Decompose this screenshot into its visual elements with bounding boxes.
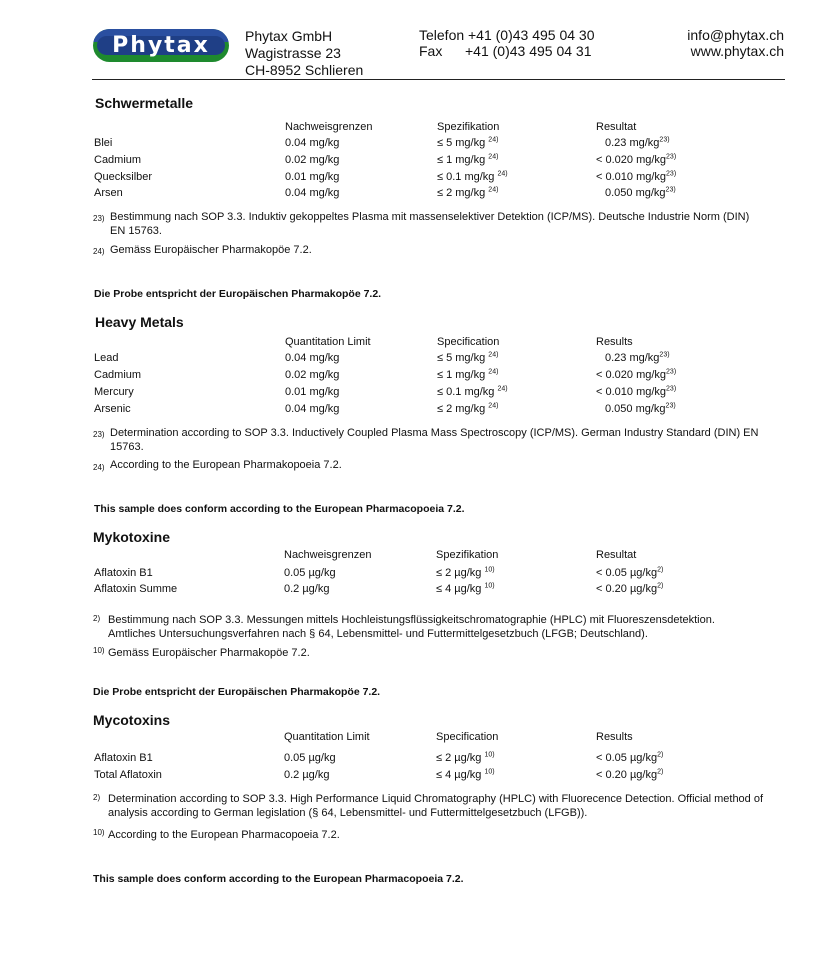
logo-text: Phytax — [112, 33, 210, 58]
row-spec: ≤ 1 mg/kg $^{24)}$ — [437, 153, 499, 166]
col-header-limit: Quantitation Limit — [284, 731, 370, 743]
row-limit: 0.04 mg/kg — [285, 403, 340, 415]
footnote-text: Bestimmung nach SOP 3.3. Messungen mittels Hochleistungsflüssigkeitschromatographie (HPLC) mit Fluoreszensdetektion. — [108, 614, 715, 626]
col-header-result: Resultat — [596, 549, 637, 561]
col-header-result: Resultat — [596, 121, 637, 133]
col-header-result: Results — [596, 336, 633, 348]
phone-number: +41 (0)43 495 04 30 — [468, 27, 595, 43]
row-result: < 0.010 $mg/kg^{23)}$ — [596, 385, 677, 398]
col-header-limit: Quantitation Limit — [285, 336, 371, 348]
row-spec: ≤ 2 mg/kg $^{24)}$ — [437, 186, 499, 199]
footnote-text: Gemäss Europäischer Pharmakopöe 7.2. — [110, 244, 312, 256]
row-spec: ≤ 0.1 mg/kg $^{24)}$ — [437, 385, 508, 398]
row-result: < 0.20 $\mu g/kg^{2)}$ — [596, 768, 664, 781]
footnote-text: EN 15763. — [110, 225, 162, 237]
section-title-mykotoxine: Mykotoxine — [93, 529, 171, 545]
row-name: Lead — [94, 352, 119, 364]
row-result: 0.050 $mg/kg^{23)}$ — [605, 186, 676, 199]
row-spec: ≤ 2 µg/kg $^{10)}$ — [436, 751, 495, 764]
col-header-spec: Specification — [436, 731, 499, 743]
row-limit: 0.01 mg/kg — [285, 171, 340, 183]
footnote-number: 23) — [93, 430, 105, 439]
row-limit: 0.2 µg/kg — [284, 583, 330, 595]
row-name: Mercury — [94, 386, 134, 398]
footnote-number: 24) — [93, 247, 105, 256]
conclusion: Die Probe entspricht der Europäischen Pharmakopöe 7.2. — [94, 288, 382, 300]
col-header-spec: Spezifikation — [436, 549, 499, 561]
footnote-text: analysis according to German legislation (§ 64, Lebensmittel- und Futtermittelgesetzbuch (LFGB)). — [108, 807, 588, 819]
row-result: < 0.05 $\mu g/kg^{2)}$ — [596, 751, 664, 764]
row-name: Cadmium — [94, 154, 142, 166]
row-name: Quecksilber — [94, 171, 153, 183]
row-result: < 0.020 $mg/kg^{23)}$ — [596, 368, 677, 381]
fax-number: +41 (0)43 495 04 31 — [465, 43, 592, 59]
row-limit: 0.01 mg/kg — [285, 386, 340, 398]
row-result: 0.050 $mg/kg^{23)}$ — [605, 402, 676, 415]
footnote-number: 10) — [93, 646, 105, 655]
col-header-limit: Nachweisgrenzen — [284, 549, 372, 561]
company-street: Wagistrasse 23 — [245, 45, 341, 61]
row-name: Blei — [94, 137, 113, 149]
footnote-number: 2) — [93, 793, 101, 802]
col-header-result: Results — [596, 731, 633, 743]
row-name: Aflatoxin Summe — [94, 583, 178, 595]
row-spec: ≤ 5 mg/kg $^{24)}$ — [437, 351, 499, 364]
row-name: Aflatoxin B1 — [94, 752, 153, 764]
row-name: Total Aflatoxin — [94, 769, 162, 781]
phone-label: Telefon — [419, 27, 465, 43]
row-spec: ≤ 0.1 mg/kg $^{24)}$ — [437, 170, 508, 183]
row-spec: ≤ 1 mg/kg $^{24)}$ — [437, 368, 499, 381]
footnote-text: Determination according to SOP 3.3. Inductively Coupled Plasma Mass Spectroscopy (ICP/MS). German Industry Standard (DIN) EN — [110, 427, 759, 439]
row-spec: ≤ 5 mg/kg $^{24)}$ — [437, 136, 499, 149]
row-result: 0.23 $mg/kg^{23)}$ — [605, 351, 670, 364]
row-limit: 0.04 mg/kg — [285, 137, 340, 149]
fax-label: Fax — [419, 43, 443, 59]
footnote-text: 15763. — [110, 441, 144, 453]
conclusion: This sample does conform according to the European Pharmacopoeia 7.2. — [94, 503, 465, 515]
footnote-text: Bestimmung nach SOP 3.3. Induktiv gekoppeltes Plasma mit massenselektiver Detektion (ICP/MS). Deutsche Industrie Norm (DIN) — [110, 211, 750, 223]
footnote-text: According to the European Pharmakopoeia 7.2. — [110, 459, 342, 471]
row-spec: ≤ 4 µg/kg $^{10)}$ — [436, 582, 495, 595]
row-name: Arsen — [94, 187, 123, 199]
row-result: < 0.05 $\mu g/kg^{2)}$ — [596, 566, 664, 579]
row-spec: ≤ 2 µg/kg $^{10)}$ — [436, 566, 495, 579]
footnote-text: Amtliches Untersuchungsverfahren nach § 64, Lebensmittel- und Futtermittelgesetzbuch (LFGB; Deutschland). — [108, 628, 648, 640]
header-divider — [92, 79, 785, 80]
conclusion: This sample does conform according to the European Pharmacopoeia 7.2. — [93, 873, 464, 885]
phytax-logo — [93, 29, 229, 62]
row-spec: ≤ 4 µg/kg $^{10)}$ — [436, 768, 495, 781]
conclusion: Die Probe entspricht der Europäischen Pharmakopöe 7.2. — [93, 686, 381, 698]
footnote-number: 24) — [93, 463, 105, 472]
footnote-number: 23) — [93, 214, 105, 223]
row-result: 0.23 $mg/kg^{23)}$ — [605, 136, 670, 149]
row-limit: 0.02 mg/kg — [285, 154, 340, 166]
row-limit: 0.05 µg/kg — [284, 567, 336, 579]
footnote-text: Gemäss Europäischer Pharmakopöe 7.2. — [108, 647, 310, 659]
col-header-spec: Spezifikation — [437, 121, 500, 133]
col-header-spec: Specification — [437, 336, 500, 348]
row-result: < 0.010 $mg/kg^{23)}$ — [596, 170, 677, 183]
row-name: Aflatoxin B1 — [94, 567, 153, 579]
row-result: < 0.20 $\mu g/kg^{2)}$ — [596, 582, 664, 595]
footnote-number: 10) — [93, 828, 105, 837]
footnote-text: Determination according to SOP 3.3. High Performance Liquid Chromatography (HPLC) with Fluorecence Detection. Official method of — [108, 793, 764, 805]
website-link[interactable]: www.phytax.ch — [690, 43, 784, 59]
row-result: < 0.020 $mg/kg^{23)}$ — [596, 153, 677, 166]
footnote-number: 2) — [93, 614, 101, 623]
footnote-text: According to the European Pharmacopoeia 7.2. — [108, 829, 340, 841]
row-name: Arsenic — [94, 403, 131, 415]
row-limit: 0.05 µg/kg — [284, 752, 336, 764]
company-city: CH-8952 Schlieren — [245, 62, 364, 78]
email-link[interactable]: info@phytax.ch — [687, 27, 784, 43]
section-title-mycotoxins: Mycotoxins — [93, 712, 171, 728]
row-limit: 0.04 mg/kg — [285, 187, 340, 199]
col-header-limit: Nachweisgrenzen — [285, 121, 373, 133]
row-limit: 0.02 mg/kg — [285, 369, 340, 381]
row-limit: 0.04 mg/kg — [285, 352, 340, 364]
row-name: Cadmium — [94, 369, 142, 381]
company-name: Phytax GmbH — [245, 28, 333, 44]
row-spec: ≤ 2 mg/kg $^{24)}$ — [437, 402, 499, 415]
section-title-heavy-metals: Heavy Metals — [95, 314, 184, 330]
row-limit: 0.2 µg/kg — [284, 769, 330, 781]
section-title-schwermetalle: Schwermetalle — [95, 95, 194, 111]
